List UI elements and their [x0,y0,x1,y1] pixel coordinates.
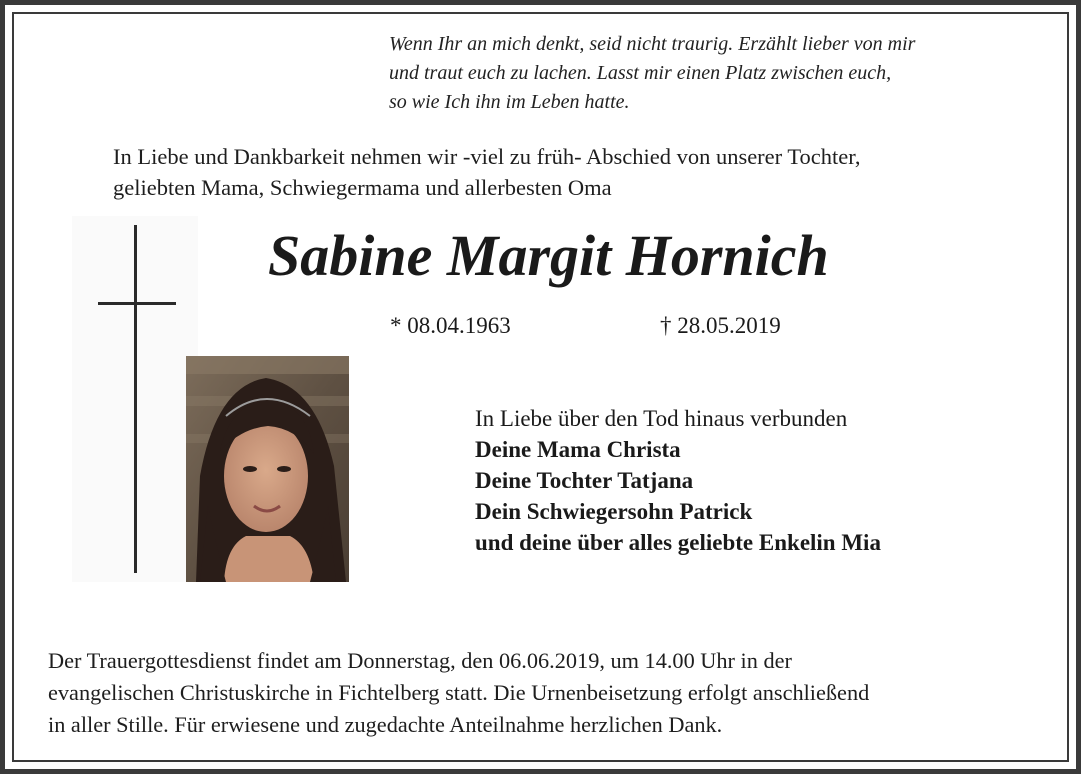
mourners-heading: In Liebe über den Tod hinaus verbunden [475,406,848,431]
mourner-name: Deine Mama Christa [475,437,681,462]
cross-icon [134,225,137,573]
cross-icon-crossbar [98,302,176,305]
farewell-intro [113,141,1033,203]
poem-line: Wenn Ihr an mich denkt, seid nicht traurig. Erzählt lieber von mir [389,33,916,55]
memorial-poem [389,30,1059,117]
death-date: † 28.05.2019 [660,313,781,338]
service-announcement [48,645,1058,741]
service-line: Der Trauergottesdienst findet am Donnerstag, den 06.06.2019, um 14.00 Uhr in der [48,648,792,673]
poem-line: und traut euch zu lachen. Lasst mir einen Platz zwischen euch, [389,62,892,84]
poem-line: so wie Ich ihn im Leben hatte. [389,91,630,113]
portrait-photo [186,356,349,582]
mourner-name: und deine über alles geliebte Enkelin Mia [475,530,881,555]
intro-line: In Liebe und Dankbarkeit nehmen wir -viel zu früh- Abschied von unserer Tochter, [113,144,861,169]
mourner-name: Dein Schwiegersohn Patrick [475,499,753,524]
birth-date: * 08.04.1963 [390,313,511,338]
mourner-name: Deine Tochter Tatjana [475,468,694,493]
service-line: evangelischen Christuskirche in Fichtelberg statt. Die Urnenbeisetzung erfolgt anschließend [48,680,870,705]
intro-line: geliebten Mama, Schwiegermama und allerbesten Oma [113,175,612,200]
service-line: in aller Stille. Für erwiesene und zugedachte Anteilnahme herzlichen Dank. [48,712,723,737]
mourners-block [475,403,881,558]
deceased-name: Sabine Margit Hornich [268,223,829,288]
